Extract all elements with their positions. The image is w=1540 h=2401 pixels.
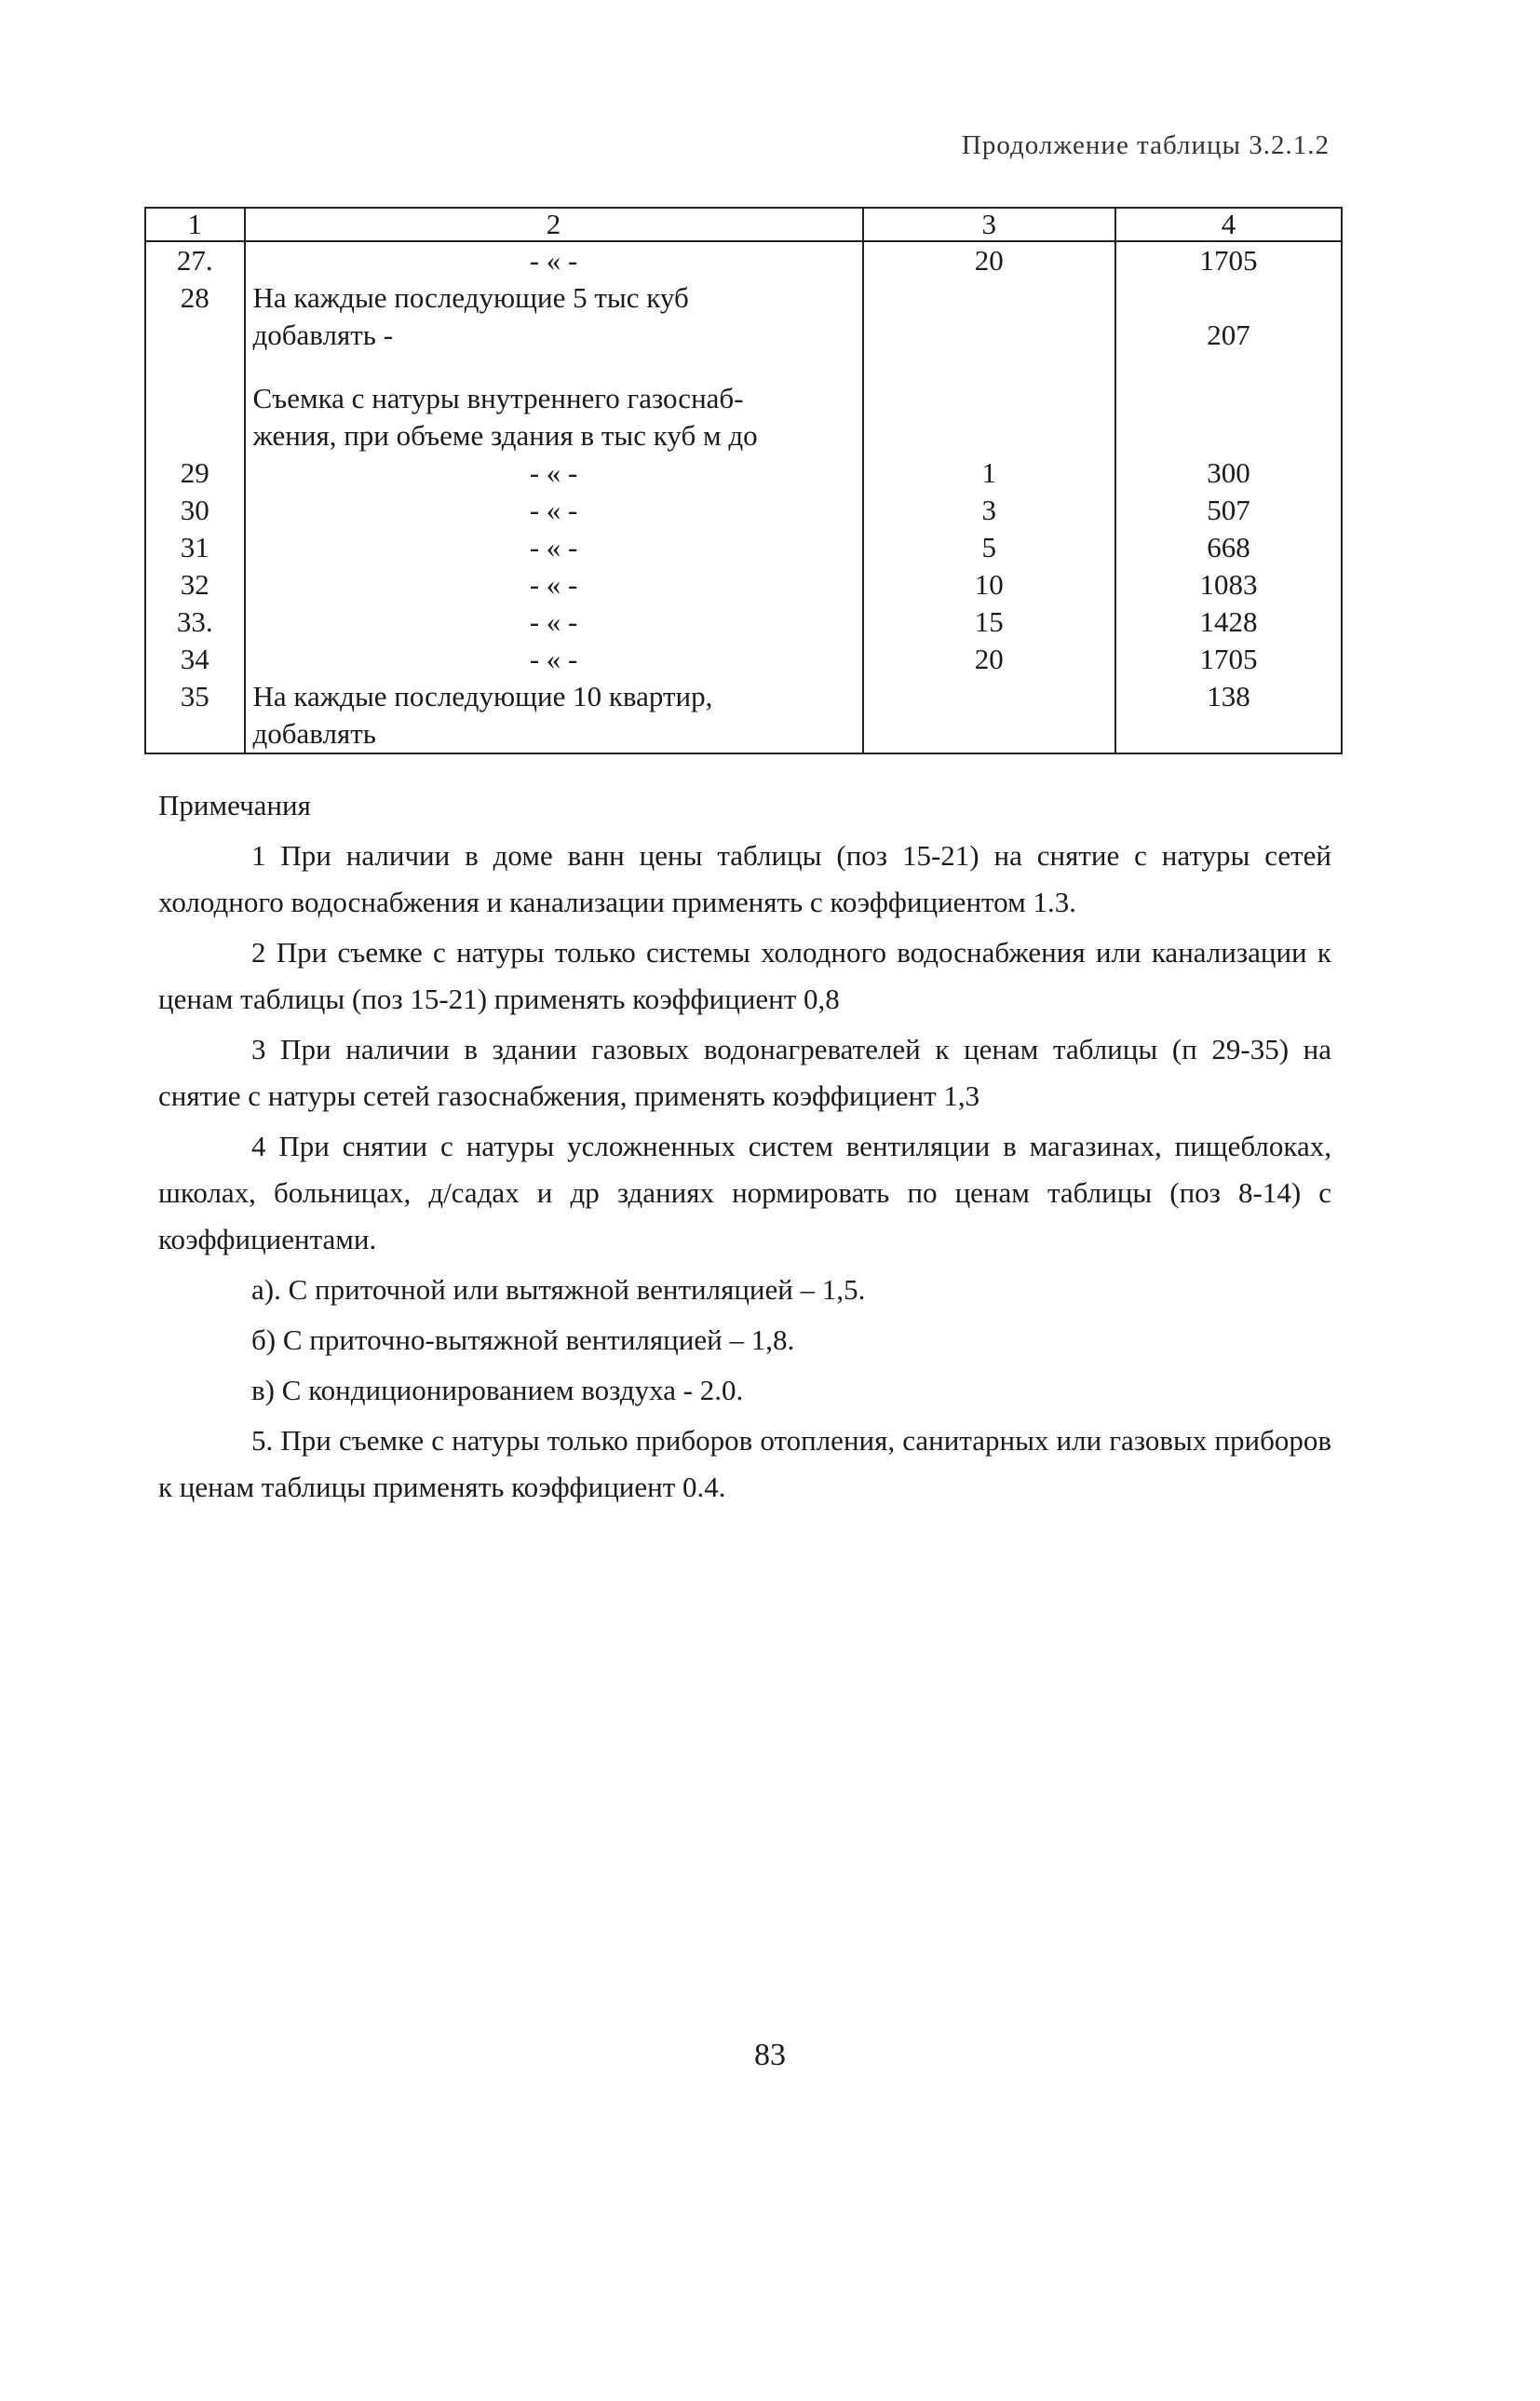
notes-section [158,782,1331,1514]
row-volume: 10 [863,566,1115,604]
row-price: 1083 [1115,566,1342,604]
table-row [145,604,1342,641]
description-line: Съемка с натуры внутреннего газоснаб- [252,382,744,414]
row-description: - « - [245,604,863,641]
table-row [145,529,1342,566]
price-line [1124,279,1333,317]
row-volume: 20 [863,241,1115,279]
row-price: 507 [1115,492,1342,529]
note-sub-item: в) С кондиционированием воздуха - 2.0. [251,1374,744,1406]
price-line: 207 [1207,319,1250,351]
row-description [245,678,863,753]
note-item: 2 При съемке с натуры только системы холодного водоснабжения или канализации к ценам таблицы (поз 15-21) применять коэффициент 0,8 [158,936,1331,1015]
table-row [145,492,1342,529]
row-description: - « - [245,454,863,492]
description-line: На каждые последующие 10 квартир, [252,680,713,712]
row-number: 31 [145,529,245,566]
row-number [145,354,245,454]
notes-title: Примечания [158,789,311,821]
table-row [145,279,1342,354]
row-number: 28 [145,279,245,354]
column-header: 3 [863,208,1115,241]
running-header: Продолжение таблицы 3.2.1.2 [961,130,1330,160]
note-item: 1 При наличии в доме ванн цены таблицы (поз 15-21) на снятие с натуры сетей холодного водоснабжения и канализации применять с коэффициентом 1.3. [158,839,1331,918]
row-volume [863,354,1115,454]
row-volume: 3 [863,492,1115,529]
row-description: - « - [245,641,863,678]
row-volume: 1 [863,454,1115,492]
row-price: 1705 [1115,241,1342,279]
row-description: - « - [245,566,863,604]
row-number: 34 [145,641,245,678]
table-row [145,678,1342,753]
row-price: 1705 [1115,641,1342,678]
row-price [1115,354,1342,454]
description-line: На каждые последующие 5 тыс куб [252,281,689,314]
row-number: 30 [145,492,245,529]
row-price: 138 [1115,678,1342,753]
table-row [145,354,1342,454]
table-row [145,241,1342,279]
note-sub-item: а). С приточной или вытяжной вентиляцией – 1,5. [251,1273,866,1306]
table-header-row [145,208,1342,241]
row-price: 1428 [1115,604,1342,641]
row-number: 35 [145,678,245,753]
row-price: 300 [1115,454,1342,492]
row-number: 32 [145,566,245,604]
row-volume [863,678,1115,753]
page-number: 83 [754,2038,786,2072]
note-item: 3 При наличии в здании газовых водонагревателей к ценам таблицы (п 29-35) на снятие с натуры сетей газоснабжения, применять коэффициент 1,3 [158,1033,1331,1112]
column-header: 4 [1115,208,1342,241]
row-description [245,279,863,354]
row-description: - « - [245,241,863,279]
table-row [145,566,1342,604]
row-number: 29 [145,454,245,492]
row-description: - « - [245,529,863,566]
description-line: добавлять [252,717,376,750]
row-volume: 15 [863,604,1115,641]
price-table [144,207,1343,754]
row-number: 27. [145,241,245,279]
column-header: 2 [245,208,863,241]
note-item: 5. При съемке с натуры только приборов отопления, санитарных или газовых приборов к ценам таблицы применять коэффициент 0.4. [158,1424,1331,1503]
table-row [145,641,1342,678]
table-row [145,454,1342,492]
description-line: добавлять - [252,319,394,351]
row-price [1115,279,1342,354]
column-header: 1 [145,208,245,241]
row-number: 33. [145,604,245,641]
note-item: 4 При снятии с натуры усложненных систем вентиляции в магазинах, пищеблоках, школах, больницах, д/садах и др зданиях нормировать по ценам таблицы (поз 8-14) с коэффициентами. [158,1130,1331,1255]
row-description: - « - [245,492,863,529]
row-volume [863,279,1115,354]
row-description [245,354,863,454]
description-line: жения, при объеме здания в тыс куб м до [252,419,758,452]
row-price: 668 [1115,529,1342,566]
row-volume: 5 [863,529,1115,566]
note-sub-item: б) С приточно-вытяжной вентиляцией – 1,8. [251,1323,795,1356]
row-volume: 20 [863,641,1115,678]
